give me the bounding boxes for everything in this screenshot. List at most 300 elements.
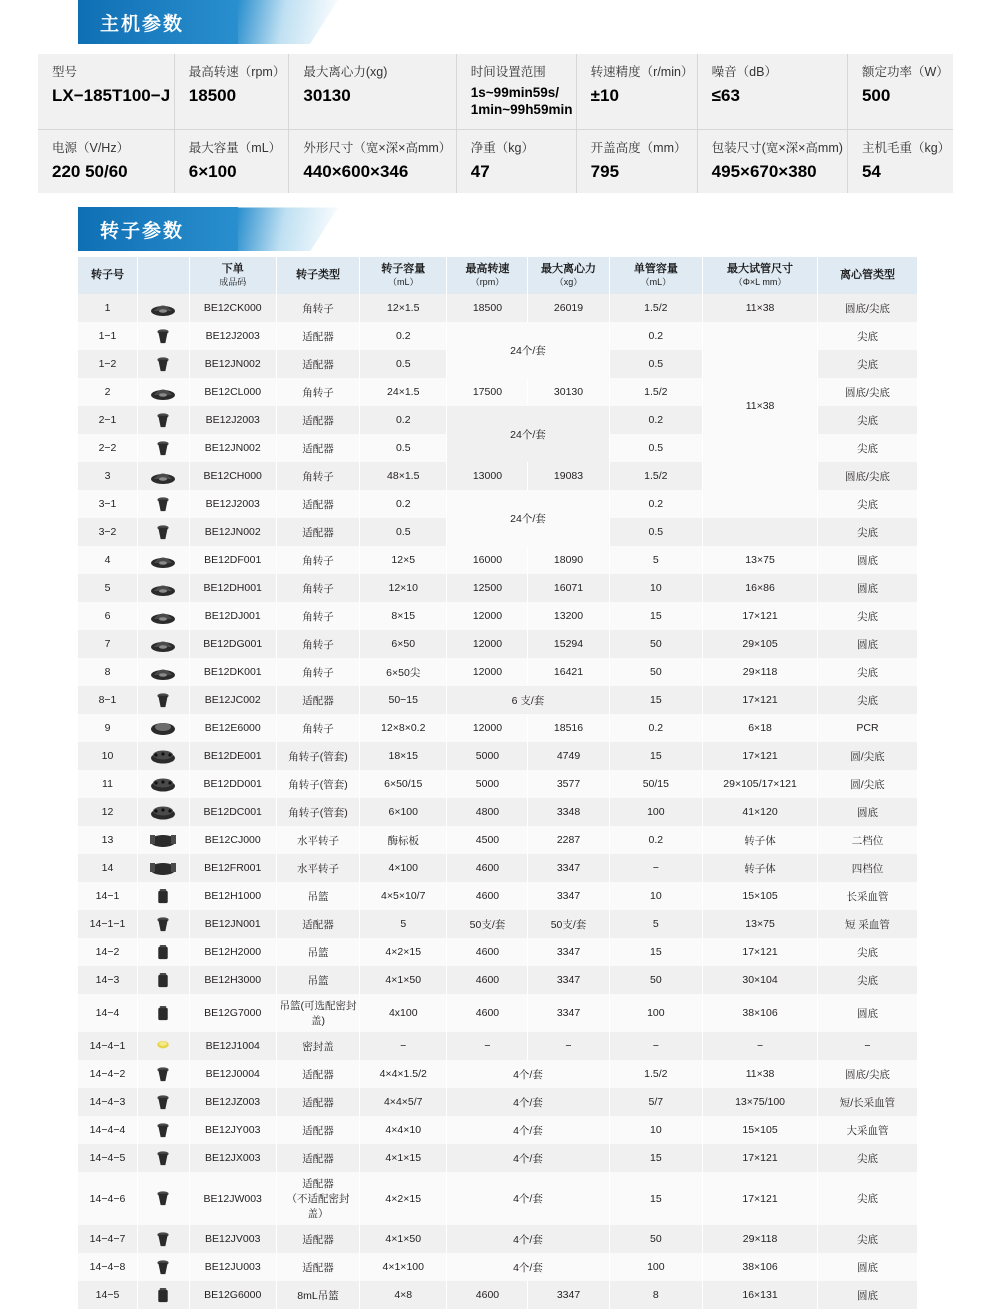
bucket-icon [137,966,189,994]
seal-cap-icon [137,1032,189,1060]
machine-cell-value: 30130 [303,85,351,105]
rotor-order-code: BE12JW003 [189,1172,276,1225]
rotor-type: 适配器 [276,1144,359,1172]
rotor-tube-bottom-type: 圆底 [817,798,917,826]
machine-cell-value: ≤63 [711,85,740,105]
horizontal-rotor-icon [137,826,189,854]
rotor-tube-size [703,518,818,546]
rotor-order-code: BE12JN002 [189,434,276,462]
rotor-header-cell: 最高转速 （rpm） [447,257,528,294]
rotor-type: 角转子 [276,294,359,322]
rotor-number: 13 [78,826,137,854]
machine-cell-label: 开盖高度（mm） [590,140,687,155]
rotor-number: 8 [78,658,137,686]
rotor-tube-size: 38×106 [703,994,818,1032]
rotor-parameters-table [78,257,918,1309]
rotor-tube-capacity: 0.5 [609,350,703,378]
rotor-tube-capacity: 15 [609,686,703,714]
rotor-type: 角转子(管套) [276,798,359,826]
rotor-capacity: 12×5 [360,546,447,574]
rotor-number: 14−1−1 [78,910,137,938]
rotor-type: 8mL吊篮 [276,1281,359,1309]
rotor-capacity: 0.2 [360,406,447,434]
table-row [78,714,918,742]
rotor-max-speed: 50支/套 [447,910,528,938]
adapter-icon [137,518,189,546]
machine-cell [697,129,847,193]
machine-cell-value: 47 [470,161,490,181]
rotor-max-force: 26019 [528,294,609,322]
table-row [78,1088,918,1116]
rotor-tube-bottom-type: 二档位 [817,826,917,854]
rotor-tube-capacity: 10 [609,882,703,910]
rotor-order-code: BE12FR001 [189,854,276,882]
table-row [78,770,918,798]
rotor-type: 适配器 [276,518,359,546]
rotor-type: 角转子 [276,602,359,630]
rotor-max-force: 3347 [528,882,609,910]
rotor-number: 14−5 [78,1281,137,1309]
rotor-angle-icon [137,462,189,490]
rotor-max-force: 30130 [528,378,609,406]
tube-rotor-icon [137,742,189,770]
rotor-max-force: 18090 [528,546,609,574]
rotor-tube-size: 转子体 [703,826,818,854]
machine-parameters-panel [38,54,953,193]
rotor-speed-merged: 6 支/套 [447,686,609,714]
rotor-order-code: BE12JN002 [189,350,276,378]
rotor-order-code: BE12DH001 [189,574,276,602]
adapter-icon [137,1253,189,1281]
rotor-tube-size: − [703,1032,818,1060]
rotor-order-code: BE12DC001 [189,798,276,826]
rotor-tube-bottom-type: − [817,1032,917,1060]
rotor-tube-bottom-type: 尖底 [817,406,917,434]
rotor-tube-capacity: 15 [609,1144,703,1172]
rotor-order-code: BE12CK000 [189,294,276,322]
rotor-order-code: BE12G6000 [189,1281,276,1309]
machine-cell [847,54,953,129]
rotor-max-speed: 17500 [447,378,528,406]
rotor-tube-size: 29×105/17×121 [703,770,818,798]
table-row [78,798,918,826]
rotor-max-speed: 5000 [447,770,528,798]
rotor-type: 适配器 （不适配密封盖） [276,1172,359,1225]
rotor-number: 14−4−7 [78,1225,137,1253]
rotor-capacity: 0.2 [360,490,447,518]
rotor-max-force: 3347 [528,854,609,882]
machine-cell-label: 时间设置范围 [470,65,546,79]
rotor-max-speed: 12500 [447,574,528,602]
rotor-tube-capacity: 50 [609,658,703,686]
rotor-header-cell: 单管容量 （mL） [609,257,703,294]
rotor-order-code: BE12J0004 [189,1060,276,1088]
rotor-tube-bottom-type: 圆底 [817,1281,917,1309]
machine-cell-label: 额定功率（W） [861,65,949,79]
rotor-capacity: 4x100 [360,994,447,1032]
rotor-max-speed: 12000 [447,658,528,686]
rotor-section-tail [238,207,338,251]
rotor-tube-size: 30×104 [703,966,818,994]
rotor-tube-capacity: 5/7 [609,1088,703,1116]
rotor-tube-size: 38×106 [703,1253,818,1281]
table-row [78,826,918,854]
rotor-type: 适配器 [276,1088,359,1116]
rotor-tube-size: 13×75/100 [703,1088,818,1116]
machine-row-2 [38,129,953,193]
table-row [78,938,918,966]
rotor-order-code: BE12JV003 [189,1225,276,1253]
rotor-capacity: 5 [360,910,447,938]
rotor-speed-merged: 4个/套 [447,1088,609,1116]
rotor-tube-capacity: 50 [609,966,703,994]
machine-cell-label: 电源（V/Hz） [52,140,130,155]
table-row [78,882,918,910]
rotor-header-cell: 转子号 [78,257,137,294]
rotor-header-cell: 最大离心力 （xg） [528,257,609,294]
rotor-type: 吊篮 [276,966,359,994]
adapter-icon [137,1144,189,1172]
machine-cell-label: 主机毛重（kg） [861,140,951,155]
rotor-speed-merged: 24个/套 [447,322,609,378]
rotor-number: 14−4−5 [78,1144,137,1172]
machine-cell [697,54,847,129]
rotor-capacity: 0.5 [360,434,447,462]
table-row [78,994,918,1032]
rotor-header-subtext: （mL） [640,277,672,288]
rotor-capacity: 0.5 [360,518,447,546]
machine-cell-value: 1s~99min59s/ 1min~99h59min [470,84,573,117]
rotor-number: 2−2 [78,434,137,462]
rotor-tube-bottom-type: 圆底/尖底 [817,294,917,322]
machine-row-1 [38,54,953,129]
table-row [78,854,918,882]
rotor-tube-capacity: 5 [609,546,703,574]
rotor-number: 2−1 [78,406,137,434]
rotor-angle-icon [137,630,189,658]
rotor-tube-bottom-type: 尖底 [817,686,917,714]
rotor-max-speed: 5000 [447,742,528,770]
rotor-capacity: 4×4×5/7 [360,1088,447,1116]
machine-cell-value: 18500 [188,85,237,105]
rotor-order-code: BE12JC002 [189,686,276,714]
machine-cell-label: 外形尺寸（宽×深×高mm） [303,140,452,155]
machine-cell [576,54,697,129]
machine-cell [38,129,174,193]
table-row [78,1060,918,1088]
rotor-type: 适配器 [276,910,359,938]
rotor-type: 角转子 [276,658,359,686]
rotor-number: 7 [78,630,137,658]
rotor-speed-merged: 4个/套 [447,1253,609,1281]
rotor-capacity: 24×1.5 [360,378,447,406]
rotor-type: 角转子 [276,378,359,406]
rotor-order-code: BE12J2003 [189,322,276,350]
rotor-number: 3−2 [78,518,137,546]
rotor-type: 吊篮(可选配密封盖) [276,994,359,1032]
rotor-tube-capacity: 1.5/2 [609,378,703,406]
rotor-angle-icon [137,546,189,574]
rotor-max-force: 4749 [528,742,609,770]
rotor-type: 角转子(管套) [276,742,359,770]
table-row [78,1253,918,1281]
rotor-capacity: 12×8×0.2 [360,714,447,742]
rotor-order-code: BE12H2000 [189,938,276,966]
rotor-tube-capacity: 100 [609,1253,703,1281]
adapter-icon [137,1172,189,1225]
rotor-tube-capacity: 15 [609,742,703,770]
rotor-tube-bottom-type: 尖底 [817,490,917,518]
rotor-tube-bottom-type: 尖底 [817,1225,917,1253]
rotor-order-code: BE12DJ001 [189,602,276,630]
table-row [78,294,918,322]
rotor-number: 14−4−1 [78,1032,137,1060]
table-row [78,602,918,630]
rotor-type: 角转子 [276,546,359,574]
rotor-tube-capacity: 10 [609,574,703,602]
rotor-max-force: 18516 [528,714,609,742]
machine-cell-label: 型号 [52,65,78,79]
machine-cell [38,54,174,129]
rotor-order-code: BE12CJ000 [189,826,276,854]
rotor-max-force: 16421 [528,658,609,686]
rotor-tube-size: 17×121 [703,1144,818,1172]
rotor-max-speed: 12000 [447,714,528,742]
adapter-icon [137,406,189,434]
rotor-tube-capacity: 1.5/2 [609,1060,703,1088]
rotor-max-speed: 13000 [447,462,528,490]
machine-section-tail [238,0,338,44]
rotor-max-speed: 4800 [447,798,528,826]
table-row [78,546,918,574]
rotor-tube-bottom-type: 尖底 [817,350,917,378]
rotor-order-code: BE12JZ003 [189,1088,276,1116]
rotor-tube-size: 13×75 [703,546,818,574]
rotor-order-code: BE12JY003 [189,1116,276,1144]
rotor-capacity: 6×50 [360,630,447,658]
rotor-capacity: 0.2 [360,322,447,350]
rotor-max-force: 3347 [528,994,609,1032]
rotor-max-speed: 12000 [447,602,528,630]
rotor-type: 适配器 [276,1116,359,1144]
table-row [78,490,918,518]
rotor-number: 5 [78,574,137,602]
rotor-tube-capacity: 1.5/2 [609,294,703,322]
adapter-icon [137,910,189,938]
rotor-capacity: 4×1×50 [360,1225,447,1253]
rotor-type: 水平转子 [276,826,359,854]
rotor-capacity: 8×15 [360,602,447,630]
machine-cell-value: 440×600×346 [303,161,409,181]
machine-section-title: 主机参数 [100,13,185,35]
rotor-max-speed: − [447,1032,528,1060]
machine-table-body [38,54,953,193]
rotor-tube-capacity: 100 [609,994,703,1032]
rotor-tube-size: 13×75 [703,910,818,938]
rotor-capacity: 4×4×1.5/2 [360,1060,447,1088]
rotor-tube-size: 11×38 [703,322,818,490]
rotor-order-code: BE12DD001 [189,770,276,798]
rotor-section-banner [78,207,338,251]
machine-cell [847,129,953,193]
rotor-order-code: BE12JU003 [189,1253,276,1281]
table-row [78,658,918,686]
rotor-max-speed: 4500 [447,826,528,854]
rotor-tube-size [703,490,818,518]
rotor-tube-bottom-type: 长采血管 [817,882,917,910]
rotor-tube-bottom-type: 短 采血管 [817,910,917,938]
rotor-tube-bottom-type: 圆底 [817,630,917,658]
rotor-type: 密封盖 [276,1032,359,1060]
rotor-number: 14−4−2 [78,1060,137,1088]
rotor-tube-size: 29×118 [703,1225,818,1253]
machine-cell [174,129,289,193]
rotor-tube-bottom-type: PCR [817,714,917,742]
machine-cell-value: 795 [590,161,620,181]
rotor-number: 12 [78,798,137,826]
rotor-tube-size: 11×38 [703,1060,818,1088]
rotor-order-code: BE12J2003 [189,490,276,518]
table-row [78,910,918,938]
rotor-order-code: BE12CL000 [189,378,276,406]
adapter-icon [137,434,189,462]
rotor-order-code: BE12JN001 [189,910,276,938]
rotor-number: 3 [78,462,137,490]
rotor-tube-bottom-type: 大采血管 [817,1116,917,1144]
rotor-number: 9 [78,714,137,742]
rotor-number: 14−4−8 [78,1253,137,1281]
rotor-capacity: 4×2×15 [360,938,447,966]
rotor-tube-capacity: 0.2 [609,406,703,434]
rotor-capacity: 6×50尖 [360,658,447,686]
rotor-type: 适配器 [276,1060,359,1088]
rotor-number: 14−2 [78,938,137,966]
machine-cell-label: 净重（kg） [470,140,534,155]
rotor-angle-icon [137,294,189,322]
rotor-capacity: 0.5 [360,350,447,378]
rotor-header-subtext: （Φ×L mm） [733,277,787,288]
rotor-tube-bottom-type: 尖底 [817,938,917,966]
rotor-max-speed: 4600 [447,882,528,910]
rotor-header-cell: 离心管类型 [817,257,917,294]
rotor-header-subtext: （rpm） [470,277,505,288]
table-row [78,1116,918,1144]
rotor-number: 3−1 [78,490,137,518]
rotor-tube-size: 15×105 [703,1116,818,1144]
machine-cell [456,129,576,193]
rotor-max-speed: 12000 [447,630,528,658]
adapter-icon [137,1088,189,1116]
horizontal-rotor-icon [137,854,189,882]
rotor-order-code: BE12G7000 [189,994,276,1032]
rotor-tube-capacity: 5 [609,910,703,938]
machine-cell-value: LX−185T100−J [52,85,171,105]
rotor-tube-bottom-type: 圆底 [817,546,917,574]
table-row [78,630,918,658]
rotor-type: 适配器 [276,406,359,434]
rotor-tube-capacity: 10 [609,1116,703,1144]
rotor-capacity: 4×1×100 [360,1253,447,1281]
rotor-order-code: BE12J2003 [189,406,276,434]
rotor-max-speed: 4600 [447,1281,528,1309]
machine-cell-label: 最大离心力(xg) [303,65,388,79]
rotor-max-force: 3577 [528,770,609,798]
tube-rotor-icon [137,770,189,798]
bucket-icon [137,1281,189,1309]
rotor-number: 8−1 [78,686,137,714]
rotor-header-subtext: （xg） [554,277,583,288]
rotor-tube-capacity: 50 [609,630,703,658]
rotor-capacity: 4×5×10/7 [360,882,447,910]
rotor-tube-bottom-type: 四档位 [817,854,917,882]
rotor-capacity: 6×100 [360,798,447,826]
rotor-header-subtext: 成品码 [219,277,247,288]
machine-cell-value: 54 [861,161,881,181]
rotor-speed-merged: 24个/套 [447,490,609,546]
rotor-number: 1 [78,294,137,322]
rotor-order-code: BE12H3000 [189,966,276,994]
adapter-icon [137,490,189,518]
machine-cell-value: 220 50/60 [52,161,128,181]
rotor-capacity: − [360,1032,447,1060]
bucket-icon [137,882,189,910]
machine-cell [289,54,456,129]
rotor-tube-capacity: − [609,1032,703,1060]
rotor-type: 适配器 [276,686,359,714]
rotor-capacity: 4×4×10 [360,1116,447,1144]
rotor-tube-bottom-type: 圆/尖底 [817,742,917,770]
rotor-order-code: BE12DF001 [189,546,276,574]
rotor-order-code: BE12DG001 [189,630,276,658]
rotor-table-body [78,294,918,1309]
rotor-angle-icon [137,658,189,686]
rotor-section-bar [78,207,238,251]
rotor-type: 适配器 [276,350,359,378]
table-row [78,686,918,714]
rotor-tube-capacity: 50 [609,1225,703,1253]
rotor-tube-capacity: 0.2 [609,322,703,350]
rotor-max-speed: 18500 [447,294,528,322]
rotor-type: 适配器 [276,322,359,350]
rotor-tube-capacity: 15 [609,1172,703,1225]
rotor-angle-icon [137,378,189,406]
rotor-max-force: 19083 [528,462,609,490]
rotor-tube-bottom-type: 圆底/尖底 [817,378,917,406]
table-row [78,1032,918,1060]
rotor-tube-size: 29×105 [703,630,818,658]
rotor-number: 2 [78,378,137,406]
rotor-tube-bottom-type: 圆底/尖底 [817,1060,917,1088]
adapter-icon [137,322,189,350]
rotor-type: 角转子 [276,714,359,742]
rotor-max-speed: 4600 [447,854,528,882]
rotor-speed-merged: 4个/套 [447,1116,609,1144]
rotor-header-cell [137,257,189,294]
rotor-tube-capacity: 0.5 [609,434,703,462]
rotor-tube-size: 29×118 [703,658,818,686]
rotor-type: 角转子 [276,574,359,602]
rotor-max-force: 3347 [528,966,609,994]
rotor-order-code: BE12DE001 [189,742,276,770]
rotor-max-speed: 4600 [447,994,528,1032]
rotor-header-cell: 最大试管尺寸 （Φ×L mm） [703,257,818,294]
table-row [78,1225,918,1253]
machine-cell-value: 495×670×380 [711,161,817,181]
rotor-tube-capacity: − [609,854,703,882]
machine-cell [174,54,289,129]
rotor-max-speed: 16000 [447,546,528,574]
rotor-speed-merged: 4个/套 [447,1225,609,1253]
